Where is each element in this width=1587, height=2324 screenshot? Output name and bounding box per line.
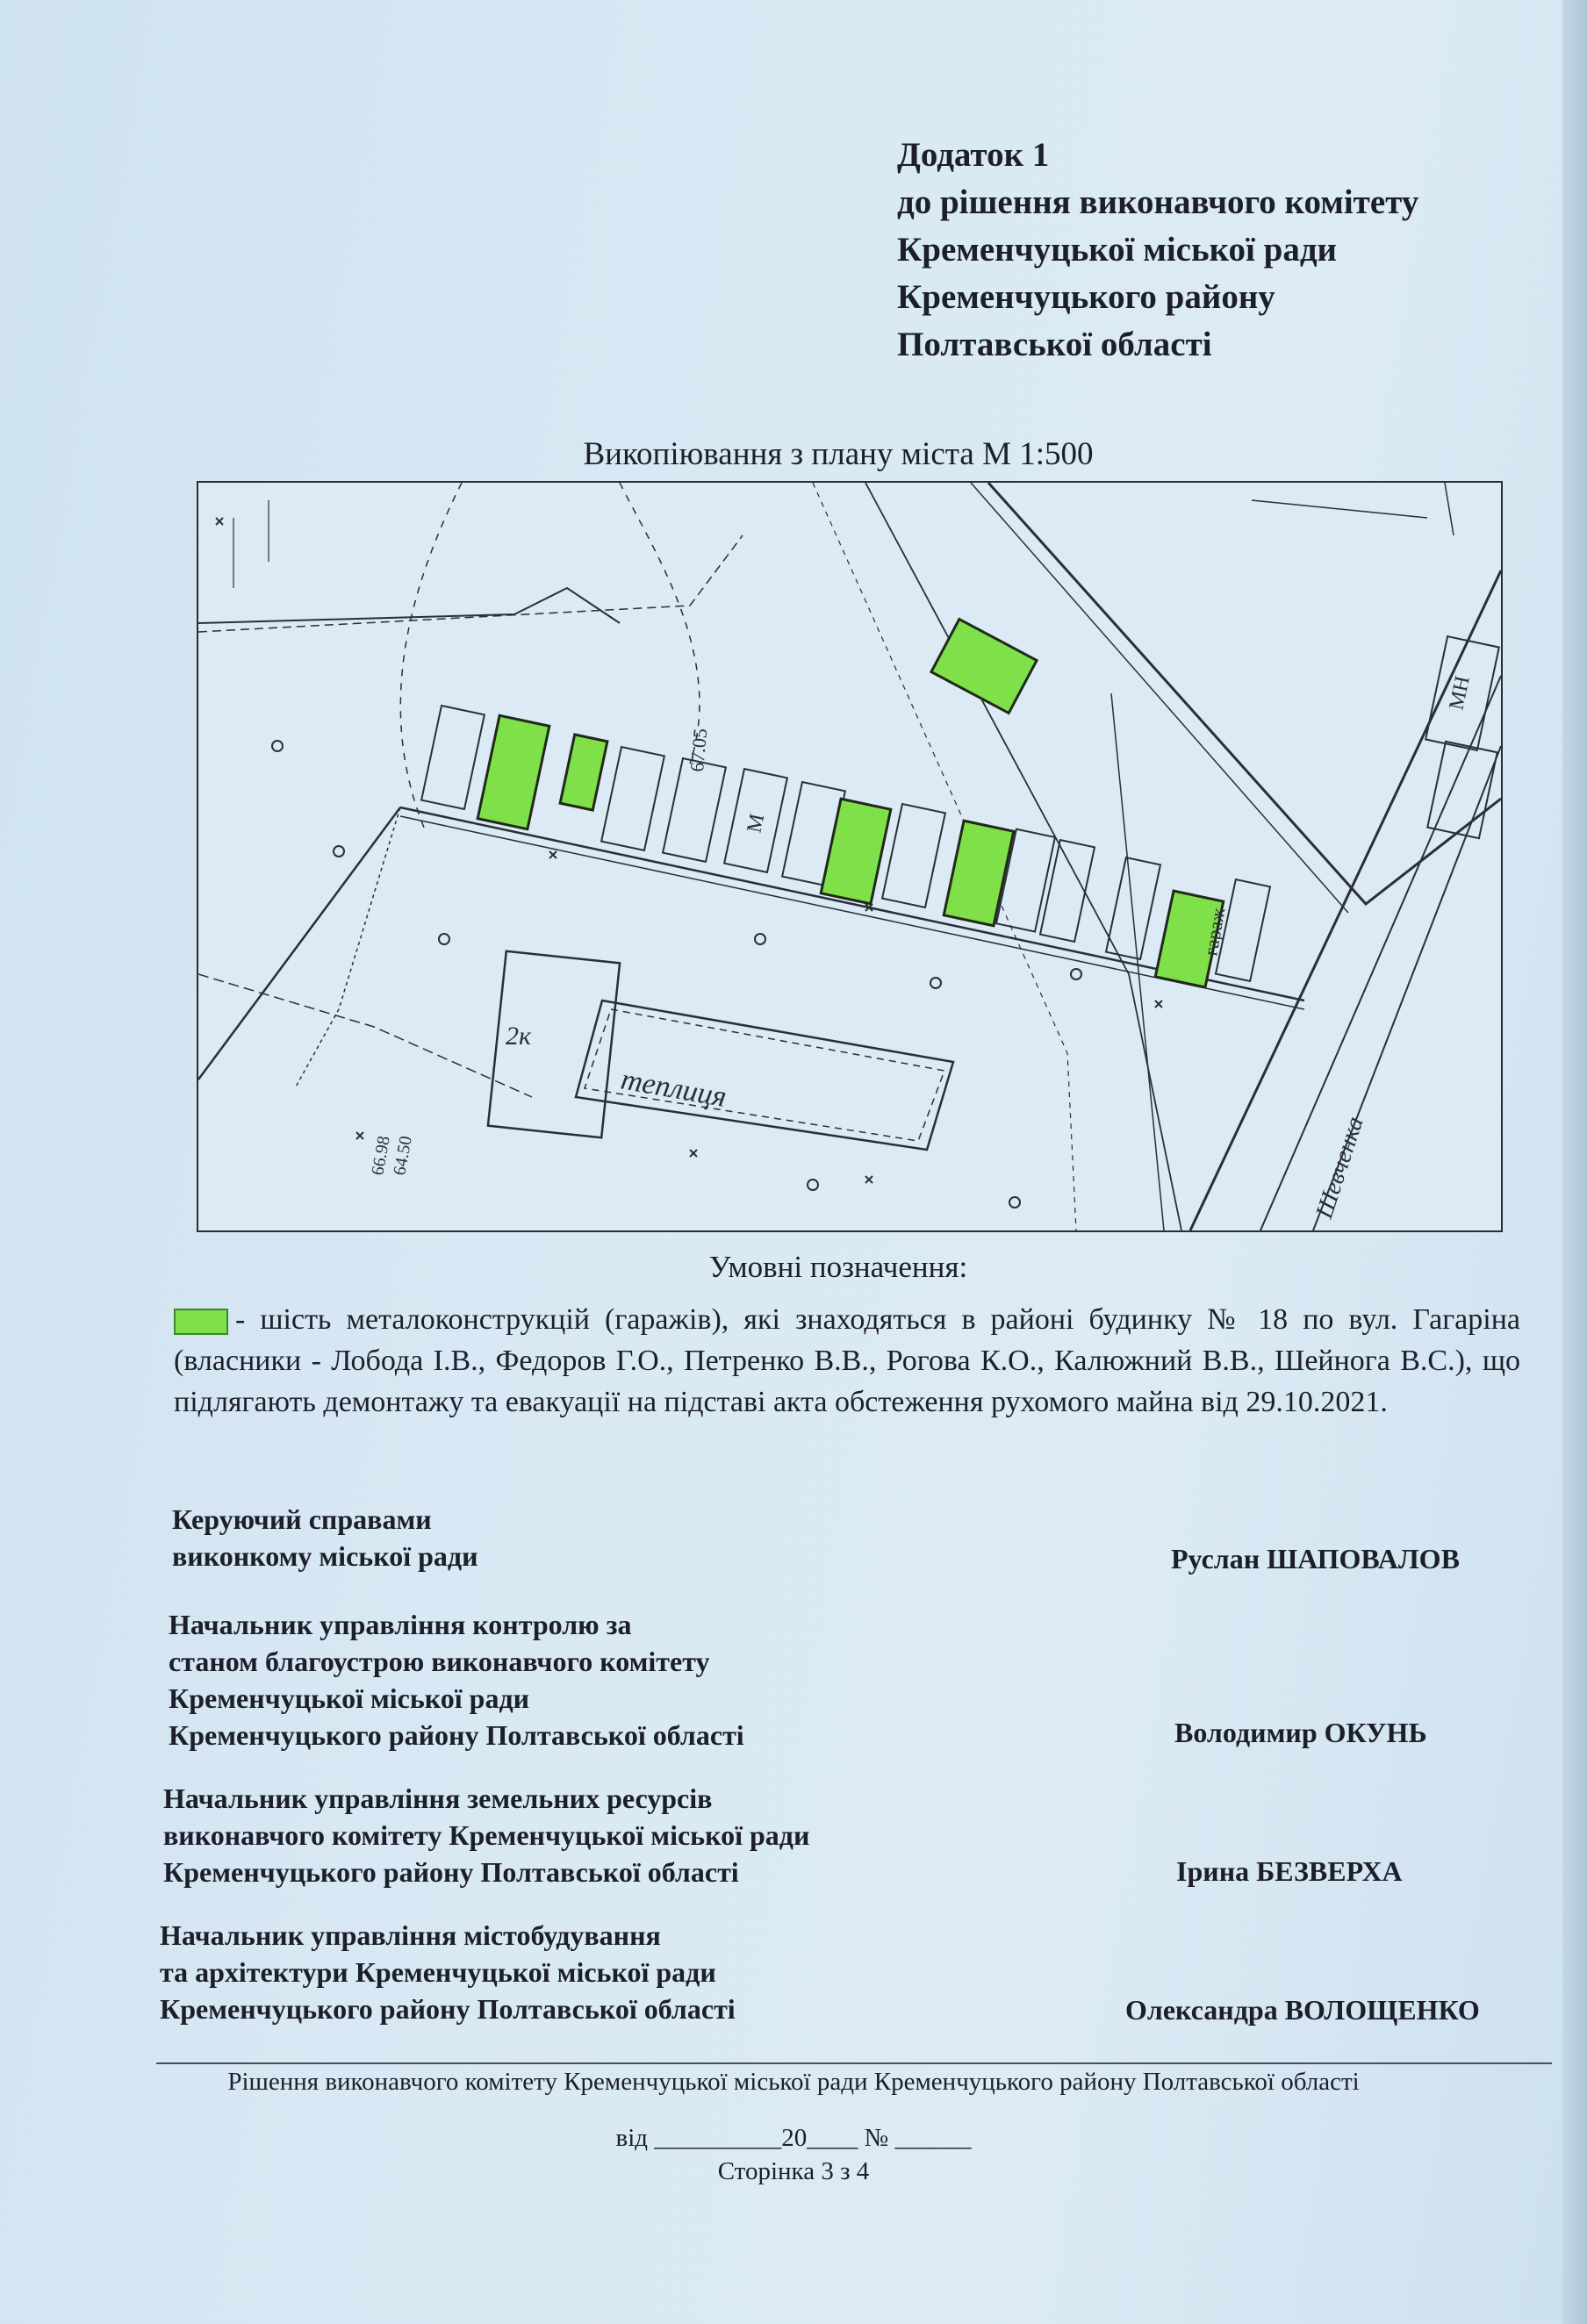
position-line: Кременчуцького району Полтавської області bbox=[160, 1993, 736, 2025]
signatory-position bbox=[172, 1501, 478, 1574]
page-number: Сторінка 3 з 4 bbox=[717, 2157, 870, 2185]
highlighted-garage bbox=[821, 799, 891, 904]
signatory-name: Ірина БЕЗВЕРХА bbox=[1176, 1855, 1403, 1887]
greenhouse-label: теплиця bbox=[618, 1063, 729, 1114]
footer-text: Рішення виконавчого комітету Кременчуцької міської ради Кременчуцького району Полтавської області bbox=[227, 2068, 1360, 2096]
signatory-position bbox=[160, 1917, 736, 2027]
footer-divider bbox=[156, 2062, 1552, 2064]
position-line: Керуючий справами bbox=[172, 1503, 432, 1535]
appendix-header bbox=[897, 132, 1529, 369]
green-swatch-icon bbox=[174, 1309, 228, 1335]
highlighted-garage bbox=[478, 715, 549, 828]
header-line: Додаток 1 bbox=[897, 136, 1050, 174]
legend-text: - шість металоконструкцій (гаражів), які знаходяться в районі будинку № 18 по вул. Гагаріна (власники - Лобода І.В., Федоров Г.О., Петренко В.В., Рогова К.О., Калюжний В.В., Шейнога В.С.), що підлягають демонтажу та евакуації на підставі акта обстеження рухомого майна від 29.10.2021. bbox=[174, 1303, 1520, 1418]
position-line: та архітектури Кременчуцької міської ради bbox=[160, 1956, 716, 1988]
header-line: Кременчуцької міської ради bbox=[897, 231, 1338, 269]
position-line: Начальник управління контролю за bbox=[169, 1609, 632, 1640]
position-line: Начальник управління земельних ресурсів bbox=[163, 1782, 713, 1814]
building-label: 2к bbox=[506, 1022, 532, 1051]
position-line: виконавчого комітету Кременчуцької міської ради bbox=[163, 1819, 810, 1851]
header-line: Полтавської області bbox=[897, 326, 1212, 363]
plan-title: Викопіювання з плану міста М 1:500 bbox=[583, 436, 1094, 472]
signatory-name: Володимир ОКУНЬ bbox=[1174, 1717, 1427, 1748]
elevation-label: 67.05 bbox=[686, 727, 712, 773]
position-line: Кременчуцького району Полтавської області bbox=[169, 1719, 744, 1751]
legend-description bbox=[174, 1299, 1520, 1423]
position-line: виконкому міської ради bbox=[172, 1540, 478, 1572]
city-plan-map bbox=[197, 481, 1503, 1232]
signatory-position bbox=[163, 1780, 809, 1890]
street-label: Шевченка bbox=[1311, 1113, 1369, 1223]
page-edge bbox=[1562, 0, 1587, 2324]
signatory-position bbox=[169, 1606, 744, 1754]
garage-label: МН bbox=[1445, 674, 1475, 713]
map-drawing bbox=[198, 483, 1501, 1230]
signatory-name: Олександра ВОЛОЩЕНКО bbox=[1125, 1994, 1480, 2026]
highlighted-garage bbox=[560, 735, 607, 810]
position-line: Кременчуцької міської ради bbox=[169, 1682, 530, 1714]
date-number-line: від __________20____ № ______ bbox=[615, 2124, 972, 2152]
garage-label: М bbox=[743, 811, 770, 836]
position-line: станом благоустрою виконавчого комітету bbox=[169, 1646, 710, 1677]
elevation-label: 64.50 bbox=[390, 1134, 416, 1177]
signatory-name: Руслан ШАПОВАЛОВ bbox=[1171, 1543, 1460, 1574]
elevation-label: 66.98 bbox=[368, 1134, 394, 1177]
header-line: до рішення виконавчого комітету bbox=[897, 183, 1419, 221]
position-line: Начальник управління містобудування bbox=[160, 1919, 661, 1951]
garage-label: гараж bbox=[1199, 906, 1230, 958]
header-line: Кременчуцького району bbox=[897, 278, 1275, 316]
position-line: Кременчуцького району Полтавської області bbox=[163, 1856, 739, 1888]
legend-title: Умовні позначення: bbox=[708, 1250, 968, 1284]
